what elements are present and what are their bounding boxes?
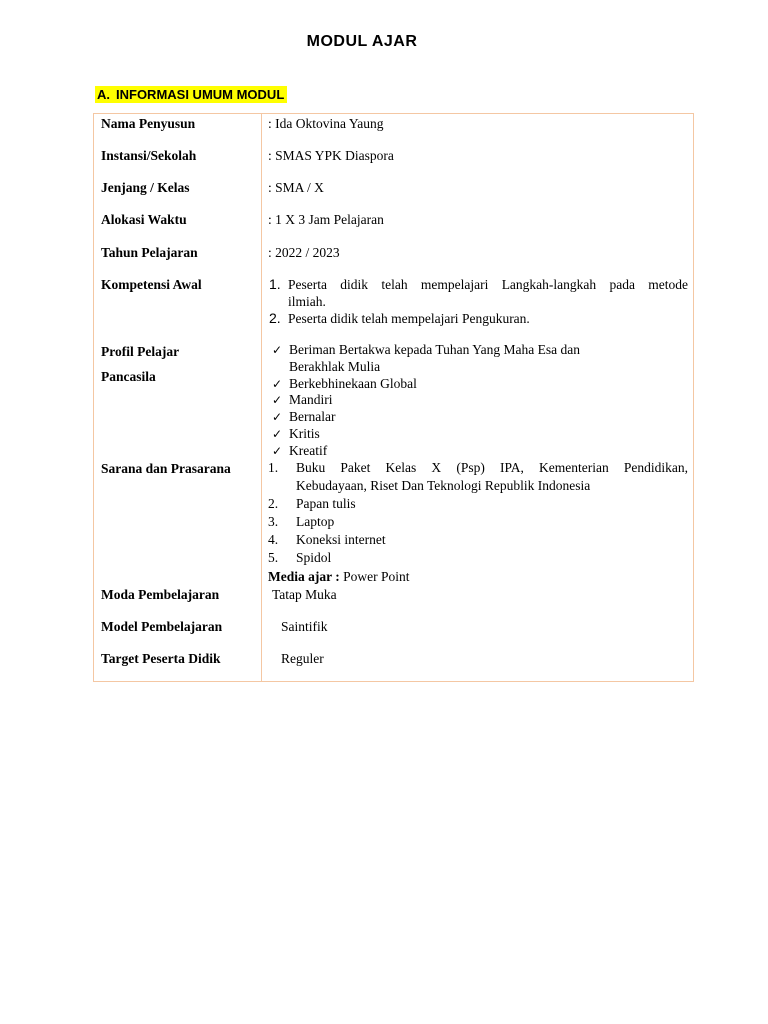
list-item-text: Peserta didik telah mempelajari Langkah-langkah pada metode — [288, 277, 688, 292]
label-alokasi-waktu: Alokasi Waktu — [101, 212, 187, 227]
list-item — [272, 342, 672, 376]
label-model-pembelajaran: Model Pembelajaran — [101, 619, 223, 634]
label-target-peserta-didik: Target Peserta Didik — [101, 651, 221, 666]
kompetensi-list — [269, 276, 688, 327]
label-kompetensi-awal: Kompetensi Awal — [101, 277, 202, 292]
checkmark-icon: ✓ — [272, 343, 283, 357]
section-heading — [95, 86, 287, 103]
list-item-text: Papan tulis — [296, 496, 356, 511]
label-jenjang-kelas: Jenjang / Kelas — [101, 180, 190, 195]
value-tahun-pelajaran: : 2022 / 2023 — [268, 245, 340, 260]
list-item-text: Kritis — [289, 425, 320, 441]
list-number: 5. — [268, 550, 279, 565]
list-item — [272, 409, 672, 426]
list-item-text: Berkebhinekaan Global — [289, 375, 417, 391]
list-item-text: Beriman Bertakwa kepada Tuhan Yang Maha Esa dan — [289, 342, 580, 357]
label-moda-pembelajaran: Moda Pembelajaran — [101, 587, 220, 602]
list-item-text: Laptop — [296, 514, 335, 529]
list-number: 3. — [268, 514, 279, 529]
list-item — [272, 376, 672, 393]
checkmark-icon: ✓ — [272, 410, 283, 425]
list-item-text: Spidol — [296, 550, 332, 565]
list-number: 1. — [268, 460, 279, 475]
label-pancasila: Pancasila — [101, 369, 156, 384]
label-profil-pelajar: Profil Pelajar — [101, 344, 180, 359]
list-item — [268, 531, 688, 549]
media-ajar-value: Power Point — [339, 569, 410, 584]
list-item — [272, 392, 672, 409]
table-column-divider — [261, 113, 262, 682]
section-letter: A. — [97, 87, 110, 102]
list-number: 2. — [268, 496, 279, 511]
media-ajar-label: Media ajar : — [268, 569, 340, 584]
list-item-text: ilmiah. — [288, 294, 326, 309]
checkmark-icon: ✓ — [272, 443, 283, 458]
checkmark-icon: ✓ — [272, 376, 283, 391]
list-item-text: Kreatif — [289, 442, 328, 458]
value-model-pembelajaran: Saintifik — [281, 619, 328, 634]
label-sarana-prasarana: Sarana dan Prasarana — [101, 461, 231, 476]
media-ajar-line — [268, 568, 410, 585]
list-item — [272, 426, 672, 443]
label-nama-penyusun: Nama Penyusun — [101, 116, 196, 131]
list-number: 4. — [268, 532, 279, 547]
list-item-text: Mandiri — [289, 392, 333, 408]
list-item — [272, 443, 672, 460]
list-item — [268, 549, 688, 567]
section-heading-text: INFORMASI UMUM MODUL — [116, 87, 285, 102]
label-tahun-pelajaran: Tahun Pelajaran — [101, 245, 198, 260]
label-instansi-sekolah: Instansi/Sekolah — [101, 148, 197, 163]
list-number: 1. — [269, 276, 281, 292]
value-instansi-sekolah: : SMAS YPK Diaspora — [268, 148, 394, 163]
sarana-list — [268, 459, 688, 567]
document-title: MODUL AJAR — [306, 33, 418, 50]
list-item — [268, 513, 688, 531]
list-item-text: Kebudayaan, Riset Dan Teknologi Republik Indonesia — [296, 478, 591, 493]
list-item-text: Buku Paket Kelas X (Psp) IPA, Kementerian Pendidikan, — [296, 460, 688, 475]
list-item — [269, 310, 688, 327]
list-item — [268, 495, 688, 513]
list-item-text: Peserta didik telah mempelajari Pengukuran. — [288, 311, 530, 326]
list-item-text: Bernalar — [289, 409, 336, 425]
checkmark-icon: ✓ — [272, 426, 283, 441]
list-item-text: Berakhlak Mulia — [289, 358, 381, 374]
value-nama-penyusun: : Ida Oktovina Yaung — [268, 116, 384, 131]
value-target-peserta-didik: Reguler — [281, 651, 324, 666]
list-item-text: Koneksi internet — [296, 532, 386, 547]
list-item — [268, 459, 688, 495]
list-item — [269, 276, 688, 310]
list-number: 2. — [269, 310, 281, 326]
profil-list — [272, 342, 672, 460]
checkmark-icon: ✓ — [272, 393, 283, 408]
value-jenjang-kelas: : SMA / X — [268, 180, 324, 195]
value-alokasi-waktu: : 1 X 3 Jam Pelajaran — [268, 212, 384, 227]
value-moda-pembelajaran: Tatap Muka — [272, 587, 337, 602]
